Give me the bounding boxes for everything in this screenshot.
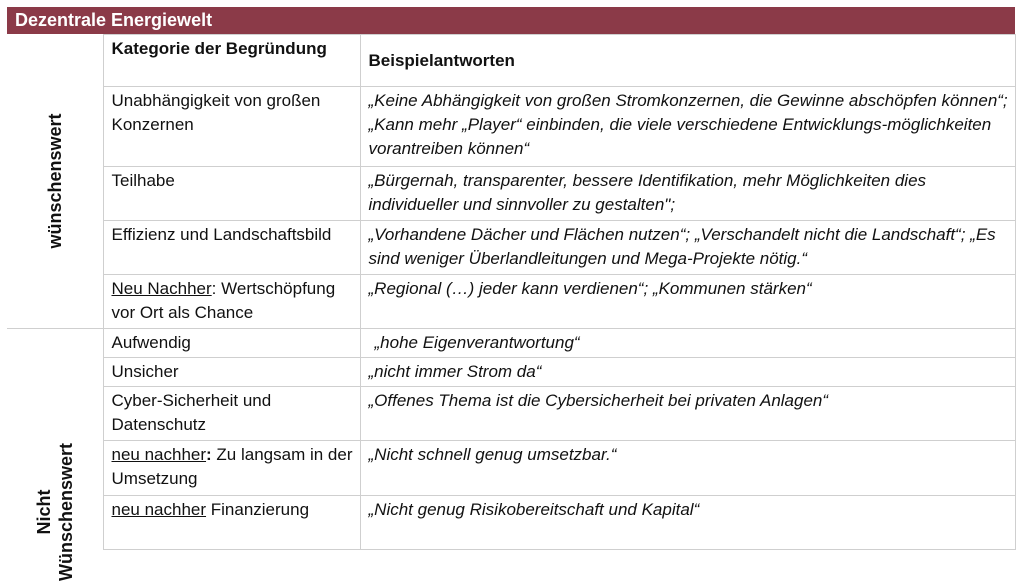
table-row bbox=[7, 496, 1015, 550]
group-label-desirable: wünschenswert bbox=[44, 113, 65, 249]
table-row bbox=[7, 87, 1015, 167]
example-cell: „hohe Eigenverantwortung“ bbox=[360, 329, 1015, 358]
table-row bbox=[7, 441, 1015, 496]
example-cell: „Offenes Thema ist die Cybersicherheit bei privaten Anlagen“ bbox=[360, 387, 1015, 441]
category-cell: Unabhängigkeit von großen Konzernen bbox=[103, 87, 360, 167]
column-header-examples: Beispielantworten bbox=[360, 35, 1015, 87]
category-text: Finanzierung bbox=[206, 500, 310, 519]
new-after-marker: neu nachher bbox=[111, 445, 207, 464]
category-separator: : bbox=[211, 279, 217, 298]
category-cell: Aufwendig bbox=[103, 329, 360, 358]
column-header-category: Kategorie der Begründung bbox=[103, 35, 360, 87]
example-cell: „Nicht genug Risikobereitschaft und Kapital“ bbox=[360, 496, 1015, 550]
table-row bbox=[7, 275, 1015, 329]
table-row bbox=[7, 358, 1015, 387]
reasons-table bbox=[7, 34, 1016, 581]
new-after-marker: Neu Nachher bbox=[111, 279, 212, 298]
group-label-line: Nicht bbox=[33, 489, 54, 534]
example-cell: „Keine Abhängigkeit von großen Stromkonzernen, die Gewinne abschöpfen können“; „Kann mehr „Player“ einbinden, die viele verschiedene Entwicklungs-möglichkeiten vorantreiben können“ bbox=[360, 87, 1015, 167]
category-cell: Effizienz und Landschaftsbild bbox=[103, 221, 360, 275]
example-cell: „Regional (…) jeder kann verdienen“; „Kommunen stärken“ bbox=[360, 275, 1015, 329]
table-title: Dezentrale Energiewelt bbox=[7, 7, 1015, 34]
table-row bbox=[7, 167, 1015, 221]
category-text: Wertschöpfung vor Ort als Chance bbox=[111, 279, 336, 322]
category-text: Zu langsam in der Umsetzung bbox=[111, 445, 353, 488]
table-header-row bbox=[7, 35, 1015, 87]
group-label-cell bbox=[7, 35, 103, 329]
table-row bbox=[7, 221, 1015, 275]
category-cell bbox=[103, 496, 360, 550]
category-cell: Cyber-Sicherheit und Datenschutz bbox=[103, 387, 360, 441]
example-cell: „Vorhandene Dächer und Flächen nutzen“; „Verschandelt nicht die Landschaft“; „Es sind weniger Überlandleitungen und Mega-Projekte nötig.“ bbox=[360, 221, 1015, 275]
example-cell: „nicht immer Strom da“ bbox=[360, 358, 1015, 387]
table-row bbox=[7, 329, 1015, 358]
group-label-cell bbox=[7, 329, 103, 581]
category-cell bbox=[103, 441, 360, 496]
category-cell: Teilhabe bbox=[103, 167, 360, 221]
group-label-line: Wünschenswert bbox=[55, 442, 76, 581]
category-cell bbox=[103, 275, 360, 329]
category-separator: : bbox=[206, 445, 212, 464]
example-cell: „Bürgernah, transparenter, bessere Identifikation, mehr Möglichkeiten dies individueller und sinnvoller zu gestalten"; bbox=[360, 167, 1015, 221]
table-row bbox=[7, 387, 1015, 441]
new-after-marker: neu nachher bbox=[111, 500, 207, 519]
example-cell: „Nicht schnell genug umsetzbar.“ bbox=[360, 441, 1015, 496]
category-cell: Unsicher bbox=[103, 358, 360, 387]
